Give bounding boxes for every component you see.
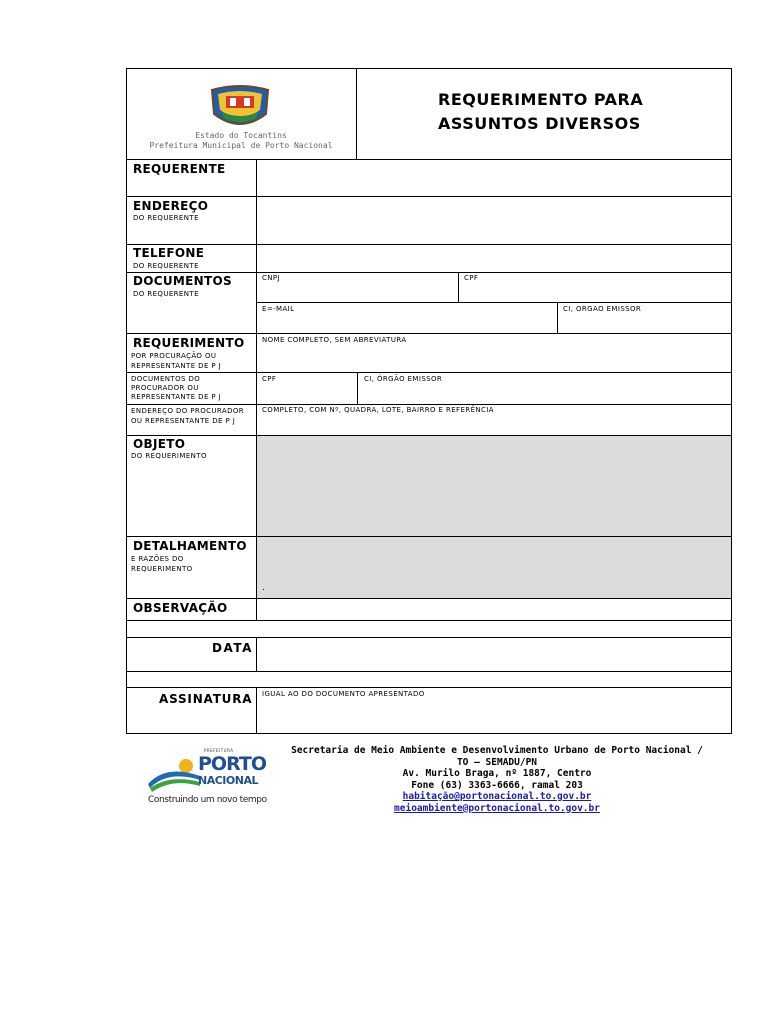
- cpf-hint: CPF: [464, 274, 479, 282]
- requerimento-sub1: POR PROCURAÇÃO OU: [131, 352, 217, 360]
- detalhamento-label: DETALHAMENTO: [133, 539, 247, 553]
- cnpj-field[interactable]: [257, 273, 458, 302]
- ci-field[interactable]: [558, 303, 731, 333]
- detalhamento-sub2: REQUERIMENTO: [131, 565, 193, 573]
- end-procurador-field[interactable]: [257, 405, 731, 435]
- footer-address: [262, 745, 732, 814]
- logo-porto: PORTO: [198, 753, 266, 775]
- telefone-field[interactable]: [257, 245, 731, 272]
- cpf-field[interactable]: [459, 273, 731, 302]
- telefone-label: TELEFONE: [133, 246, 205, 260]
- requerimento-label: REQUERIMENTO: [133, 336, 245, 350]
- doc-procurador-line3: REPRESENTANTE DE P J: [131, 393, 222, 401]
- detalhamento-sub1: E RAZÕES DO: [131, 555, 184, 563]
- endereco-sub: DO REQUERENTE: [133, 214, 199, 222]
- footer-line4: Fone (63) 3363-6666, ramal 203: [411, 779, 583, 791]
- form-title-line1: REQUERIMENTO PARA: [438, 90, 644, 109]
- end-procurador-line2: OU REPRESENTANTE DE P J: [131, 417, 236, 425]
- documentos-sub: DO REQUERENTE: [133, 290, 199, 298]
- footer-line2: TO – SEMADU/PN: [456, 756, 538, 768]
- endereco-label: ENDEREÇO: [133, 199, 209, 213]
- logo-emblem-icon: [146, 754, 202, 792]
- footer-line3: Av. Murilo Braga, nº 1887, Centro: [402, 768, 592, 779]
- logo-slogan: Construindo um novo tempo: [148, 795, 267, 805]
- coat-of-arms-icon: [208, 84, 272, 132]
- assinatura-field[interactable]: [257, 688, 731, 733]
- requerente-field[interactable]: [257, 160, 731, 196]
- email-meioambiente-link[interactable]: meioambiente@portonacional.to.gov.br: [394, 802, 600, 814]
- doc-procurador-line2: PROCURADOR OU: [131, 384, 199, 392]
- endereco-field[interactable]: [257, 197, 731, 244]
- assinatura-label: ASSINATURA: [159, 692, 253, 706]
- procurador-cpf-field[interactable]: [257, 373, 357, 404]
- porto-nacional-logo: [146, 748, 267, 808]
- form-title-line2: ASSUNTOS DIVERSOS: [438, 114, 641, 133]
- data-field[interactable]: [257, 638, 731, 671]
- logo-nacional: NACIONAL: [198, 774, 258, 787]
- detalhamento-dot: .: [262, 583, 265, 593]
- email-hint: E=-MAIL: [262, 305, 295, 313]
- logo-prefeitura: PREFEITURA: [204, 748, 234, 753]
- detalhamento-field[interactable]: [257, 537, 731, 598]
- requerimento-hint: NOME COMPLETO, SEM ABREVIATURA: [262, 336, 407, 344]
- procurador-cpf-hint: CPF: [262, 375, 277, 383]
- email-field[interactable]: [257, 303, 557, 333]
- objeto-label: OBJETO: [133, 437, 186, 451]
- end-procurador-line1: ENDEREÇO DO PROCURADOR: [131, 407, 245, 415]
- data-label: DATA: [212, 641, 253, 655]
- observacao-field[interactable]: [257, 599, 731, 620]
- requerimento-sub2: REPRESENTANTE DE P J: [131, 362, 222, 370]
- requerente-label: REQUERENTE: [133, 162, 226, 176]
- procurador-ci-hint: CI, ÓRGÃO EMISSOR: [364, 375, 443, 383]
- observacao-label: OBSERVAÇÃO: [133, 601, 228, 615]
- ci-hint: CI, ORGAO EMISSOR: [563, 305, 642, 313]
- city-hall-name: Prefeitura Municipal de Porto Nacional: [149, 141, 333, 150]
- documentos-label: DOCUMENTOS: [133, 274, 232, 288]
- telefone-sub: DO REQUERENTE: [133, 262, 199, 270]
- assinatura-hint: IGUAL AO DO DOCUMENTO APRESENTADO: [262, 690, 425, 698]
- objeto-field[interactable]: [257, 436, 731, 536]
- objeto-sub: DO REQUERIMENTO: [131, 452, 207, 460]
- state-name: Estado do Tocantins: [195, 131, 287, 140]
- footer-line1: Secretaria de Meio Ambiente e Desenvolvimento Urbano de Porto Nacional /: [291, 745, 703, 756]
- cnpj-hint: CNPJ: [262, 274, 281, 282]
- procurador-ci-field[interactable]: [358, 373, 731, 404]
- end-procurador-hint: COMPLETO, COM Nº, QUADRA, LOTE, BAIRRO E REFERÊNCIA: [262, 406, 494, 414]
- doc-procurador-line1: DOCUMENTOS DO: [131, 375, 201, 383]
- requerimento-field[interactable]: [257, 334, 731, 372]
- email-habitacao-link[interactable]: habitação@portonacional.to.gov.br: [402, 791, 592, 802]
